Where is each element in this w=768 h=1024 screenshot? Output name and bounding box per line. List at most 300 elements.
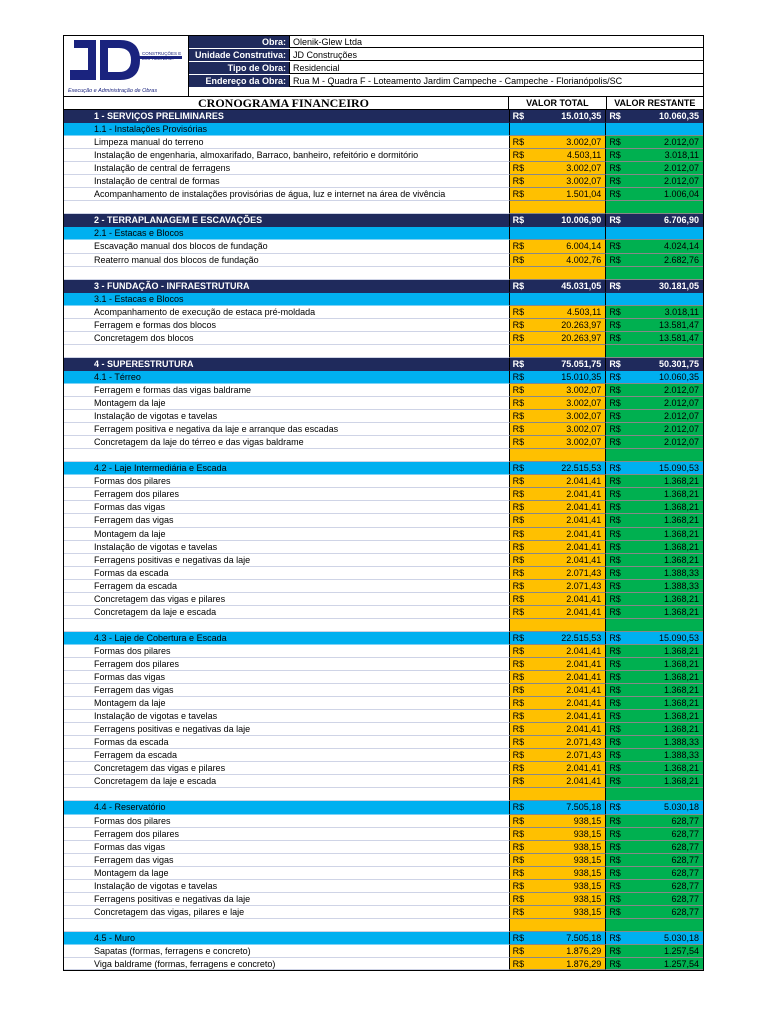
valor-total-cell <box>510 136 607 149</box>
valor-total-cell <box>510 175 607 188</box>
valor-total: 2.041,41 <box>566 645 602 656</box>
currency-symbol: R$ <box>512 489 525 500</box>
valor-restante-cell <box>606 762 703 775</box>
table-row <box>63 514 704 527</box>
valor-restante-cell <box>606 893 703 906</box>
currency-symbol: R$ <box>609 828 621 839</box>
currency-symbol: R$ <box>609 150 621 161</box>
row-description <box>64 267 510 280</box>
valor-total: 2.041,41 <box>566 658 602 669</box>
valor-total-cell <box>510 358 607 371</box>
row-description: Montagem da laje <box>64 397 510 410</box>
valor-restante-cell <box>606 475 703 488</box>
table-row <box>63 541 704 554</box>
valor-total-cell <box>510 240 607 253</box>
valor-total-cell <box>510 736 607 749</box>
currency-symbol: R$ <box>512 828 525 839</box>
valor-total-cell <box>510 528 607 541</box>
valor-restante: 1.368,21 <box>663 763 700 774</box>
currency-symbol: R$ <box>609 932 621 943</box>
table-row <box>63 488 704 501</box>
table-row <box>63 528 704 541</box>
valor-restante-cell <box>606 110 703 123</box>
row-description: Ferragem e formas das vigas baldrame <box>64 384 510 397</box>
currency-symbol: R$ <box>609 319 621 330</box>
table-row <box>63 723 704 736</box>
currency-symbol: R$ <box>609 685 621 696</box>
currency-symbol: R$ <box>512 215 525 226</box>
valor-total: 938,15 <box>573 880 602 891</box>
currency-symbol: R$ <box>609 698 621 709</box>
valor-restante: 1.368,21 <box>663 724 700 735</box>
table-row <box>63 867 704 880</box>
valor-total: 15.010,35 <box>561 111 602 121</box>
valor-total-cell <box>510 462 607 475</box>
valor-restante: 1.368,21 <box>663 476 700 487</box>
valor-total-cell <box>510 371 607 384</box>
valor-total-cell <box>510 345 607 358</box>
valor-total: 3.002,07 <box>566 163 602 174</box>
valor-total: 1.876,29 <box>566 946 602 956</box>
row-description: 4 - SUPERESTRUTURA <box>64 358 510 371</box>
valor-total: 2.041,41 <box>566 685 602 696</box>
valor-restante: 628,77 <box>671 906 700 917</box>
currency-symbol: R$ <box>512 319 525 330</box>
valor-restante-cell <box>606 358 703 371</box>
subsection-row <box>63 123 704 136</box>
currency-symbol: R$ <box>609 437 621 448</box>
table-row <box>63 423 704 436</box>
valor-restante-cell <box>606 619 703 632</box>
valor-restante: 6.706,90 <box>663 215 700 226</box>
valor-total-cell <box>510 501 607 514</box>
valor-restante-cell <box>606 749 703 762</box>
spacer-row <box>63 267 704 280</box>
currency-symbol: R$ <box>512 854 525 865</box>
valor-total: 2.071,43 <box>566 580 602 591</box>
valor-total: 1.501,04 <box>566 189 602 200</box>
currency-symbol: R$ <box>512 567 525 578</box>
currency-symbol: R$ <box>609 358 621 369</box>
currency-symbol: R$ <box>512 906 525 917</box>
valor-total-cell <box>510 606 607 619</box>
currency-symbol: R$ <box>609 502 621 513</box>
valor-total-cell <box>510 828 607 841</box>
valor-restante: 2.682,76 <box>663 254 700 265</box>
subsection-row <box>63 462 704 475</box>
section-row <box>63 280 704 293</box>
valor-restante: 2.012,07 <box>663 398 700 409</box>
currency-symbol: R$ <box>609 463 621 474</box>
valor-total: 3.002,07 <box>566 398 602 409</box>
currency-symbol: R$ <box>512 698 525 709</box>
table-row <box>63 945 704 958</box>
row-description: 2 - TERRAPLANAGEM E ESCAVAÇÕES <box>64 214 510 227</box>
valor-total: 45.031,05 <box>561 280 602 291</box>
info-value: Rua M - Quadra F - Loteamento Jardim Campeche - Campeche - Florianópolis/SC <box>290 75 703 87</box>
valor-restante: 10.060,35 <box>658 111 700 121</box>
row-description: Instalação de vigotas e tavelas <box>64 710 510 723</box>
valor-restante: 1.368,21 <box>663 528 700 539</box>
spacer-row <box>63 788 704 801</box>
valor-restante-cell <box>606 214 703 227</box>
valor-total: 2.041,41 <box>566 724 602 735</box>
valor-total: 938,15 <box>573 854 602 865</box>
valor-total: 2.041,41 <box>566 672 602 683</box>
table-row <box>63 240 704 253</box>
valor-total: 2.041,41 <box>566 776 602 787</box>
valor-restante: 628,77 <box>671 828 700 839</box>
valor-total: 20.263,97 <box>561 332 602 343</box>
row-description: Ferragem das vigas <box>64 684 510 697</box>
valor-restante-cell <box>606 541 703 554</box>
valor-restante: 30.181,05 <box>658 280 700 291</box>
valor-total-cell <box>510 267 607 280</box>
valor-total: 1.876,29 <box>566 959 602 970</box>
logo-company-name: CONSTRUÇÕES E EMPREENDIM. <box>142 51 182 61</box>
row-description <box>64 345 510 358</box>
currency-symbol: R$ <box>609 672 621 683</box>
valor-restante-cell <box>606 123 703 136</box>
table-row <box>63 815 704 828</box>
row-description: 4.4 - Reservatório <box>64 801 510 814</box>
valor-total: 938,15 <box>573 893 602 904</box>
project-info <box>189 36 703 96</box>
valor-restante: 1.368,21 <box>663 515 700 526</box>
table-row <box>63 397 704 410</box>
valor-total-cell <box>510 893 607 906</box>
valor-restante: 50.301,75 <box>658 358 700 369</box>
row-description: Concretagem da laje do térreo e das vigas baldrame <box>64 436 510 449</box>
currency-symbol: R$ <box>609 306 621 317</box>
row-description: Instalação de vigotas e tavelas <box>64 541 510 554</box>
valor-restante-cell <box>606 162 703 175</box>
valor-restante: 1.368,21 <box>663 489 700 500</box>
valor-total-cell <box>510 919 607 932</box>
currency-symbol: R$ <box>609 645 621 656</box>
table-row <box>63 749 704 762</box>
project-header <box>63 35 704 97</box>
currency-symbol: R$ <box>512 176 525 187</box>
table-row <box>63 332 704 345</box>
currency-symbol: R$ <box>512 137 525 148</box>
currency-symbol: R$ <box>512 802 525 813</box>
valor-restante-cell <box>606 645 703 658</box>
table-row <box>63 658 704 671</box>
table-row <box>63 671 704 684</box>
valor-restante-cell <box>606 436 703 449</box>
valor-restante-cell <box>606 906 703 919</box>
row-description: Ferragem das vigas <box>64 514 510 527</box>
valor-total-cell <box>510 397 607 410</box>
currency-symbol: R$ <box>609 906 621 917</box>
table-row <box>63 580 704 593</box>
row-description: Ferragem dos pilares <box>64 658 510 671</box>
currency-symbol: R$ <box>609 593 621 604</box>
valor-restante-cell <box>606 410 703 423</box>
currency-symbol: R$ <box>609 867 621 878</box>
table-row <box>63 775 704 788</box>
valor-total-cell <box>510 214 607 227</box>
currency-symbol: R$ <box>609 841 621 852</box>
info-row-unidade <box>189 49 703 62</box>
valor-restante-cell <box>606 710 703 723</box>
row-description: Ferragens positivas e negativas da laje <box>64 554 510 567</box>
valor-restante: 2.012,07 <box>663 176 700 187</box>
table-row <box>63 645 704 658</box>
valor-total: 938,15 <box>573 815 602 826</box>
valor-restante: 15.090,53 <box>658 463 700 474</box>
valor-total-cell <box>510 319 607 332</box>
valor-restante: 2.012,07 <box>663 137 700 148</box>
valor-total-cell <box>510 854 607 867</box>
currency-symbol: R$ <box>512 672 525 683</box>
valor-total-cell <box>510 162 607 175</box>
row-description: Formas das vigas <box>64 501 510 514</box>
table-row <box>63 384 704 397</box>
currency-symbol: R$ <box>609 476 621 487</box>
valor-restante-cell <box>606 945 703 958</box>
row-description <box>64 919 510 932</box>
row-description: Ferragem dos pilares <box>64 828 510 841</box>
row-description: Sapatas (formas, ferragens e concreto) <box>64 945 510 958</box>
currency-symbol: R$ <box>609 384 621 395</box>
currency-symbol: R$ <box>512 398 525 409</box>
valor-total-cell <box>510 710 607 723</box>
row-description: 3.1 - Estacas e Blocos <box>64 293 510 306</box>
valor-total: 2.041,41 <box>566 515 602 526</box>
valor-restante-cell <box>606 801 703 814</box>
info-value: Residencial <box>290 62 703 74</box>
valor-restante-cell <box>606 175 703 188</box>
valor-total-cell <box>510 801 607 814</box>
valor-restante-cell <box>606 841 703 854</box>
valor-restante-cell <box>606 306 703 319</box>
subsection-row <box>63 932 704 945</box>
row-description: Acompanhamento de execução de estaca pré-moldada <box>64 306 510 319</box>
valor-total: 2.041,41 <box>566 711 602 722</box>
table-row <box>63 828 704 841</box>
valor-total: 22.515,53 <box>561 632 602 643</box>
valor-total: 3.002,07 <box>566 384 602 395</box>
table-row <box>63 188 704 201</box>
valor-total: 10.006,90 <box>561 215 602 226</box>
spacer-row <box>63 919 704 932</box>
valor-total-cell <box>510 554 607 567</box>
valor-restante: 1.368,21 <box>663 502 700 513</box>
currency-symbol: R$ <box>512 893 525 904</box>
valor-restante: 1.257,54 <box>663 959 700 970</box>
title-row <box>63 97 704 110</box>
currency-symbol: R$ <box>512 437 525 448</box>
valor-restante-cell <box>606 319 703 332</box>
currency-symbol: R$ <box>512 932 525 943</box>
valor-total: 2.041,41 <box>566 606 602 617</box>
valor-total: 938,15 <box>573 906 602 917</box>
currency-symbol: R$ <box>609 802 621 813</box>
currency-symbol: R$ <box>609 567 621 578</box>
row-description: Ferragem positiva e negativa da laje e arranque das escadas <box>64 423 510 436</box>
valor-restante: 3.018,11 <box>664 306 700 317</box>
valor-total-cell <box>510 619 607 632</box>
section-row <box>63 214 704 227</box>
row-description: Concretagem das vigas e pilares <box>64 762 510 775</box>
row-description: 2.1 - Estacas e Blocos <box>64 227 510 240</box>
valor-restante-cell <box>606 462 703 475</box>
row-description: 1.1 - Instalações Provisórias <box>64 123 510 136</box>
valor-total: 2.041,41 <box>566 763 602 774</box>
valor-restante-cell <box>606 371 703 384</box>
valor-restante: 15.090,53 <box>658 632 700 643</box>
valor-total-cell <box>510 749 607 762</box>
valor-restante: 1.257,54 <box>663 946 700 956</box>
table-row <box>63 319 704 332</box>
currency-symbol: R$ <box>512 541 525 552</box>
row-description: Instalação de vigotas e tavelas <box>64 880 510 893</box>
valor-restante: 628,77 <box>671 880 700 891</box>
row-description: Formas dos pilares <box>64 475 510 488</box>
currency-symbol: R$ <box>512 150 525 161</box>
row-description: Ferragem e formas dos blocos <box>64 319 510 332</box>
currency-symbol: R$ <box>512 515 525 526</box>
valor-restante: 2.012,07 <box>663 411 700 422</box>
valor-total: 4.002,76 <box>566 254 602 265</box>
currency-symbol: R$ <box>512 502 525 513</box>
valor-restante-cell <box>606 593 703 606</box>
valor-total: 938,15 <box>573 867 602 878</box>
valor-total: 4.503,11 <box>566 306 602 317</box>
valor-total-cell <box>510 488 607 501</box>
spacer-row <box>63 619 704 632</box>
valor-total: 2.071,43 <box>566 750 602 761</box>
valor-total-cell <box>510 384 607 397</box>
valor-restante: 1.368,21 <box>663 606 700 617</box>
currency-symbol: R$ <box>512 411 525 422</box>
valor-restante-cell <box>606 254 703 267</box>
currency-symbol: R$ <box>512 254 525 265</box>
valor-total-cell <box>510 762 607 775</box>
row-description <box>64 201 510 214</box>
valor-total: 2.041,41 <box>566 554 602 565</box>
valor-total-cell <box>510 723 607 736</box>
valor-restante-cell <box>606 136 703 149</box>
currency-symbol: R$ <box>512 946 525 956</box>
valor-restante-cell <box>606 788 703 801</box>
row-description: 1 - SERVIÇOS PRELIMINARES <box>64 110 510 123</box>
table-row <box>63 567 704 580</box>
table-row <box>63 606 704 619</box>
currency-symbol: R$ <box>512 776 525 787</box>
valor-restante: 13.581,47 <box>658 332 700 343</box>
currency-symbol: R$ <box>609 424 621 435</box>
info-row-endereco <box>189 75 703 87</box>
valor-restante-cell <box>606 880 703 893</box>
valor-restante-cell <box>606 332 703 345</box>
table-row <box>63 149 704 162</box>
valor-restante-cell <box>606 671 703 684</box>
valor-restante: 1.388,33 <box>663 580 700 591</box>
valor-restante: 1.388,33 <box>663 737 700 748</box>
currency-symbol: R$ <box>609 541 621 552</box>
table-row <box>63 906 704 919</box>
currency-symbol: R$ <box>609 580 621 591</box>
currency-symbol: R$ <box>609 515 621 526</box>
row-description: 4.1 - Térreo <box>64 371 510 384</box>
currency-symbol: R$ <box>609 737 621 748</box>
currency-symbol: R$ <box>512 606 525 617</box>
currency-symbol: R$ <box>512 685 525 696</box>
jd-logo-icon <box>64 36 188 96</box>
currency-symbol: R$ <box>512 332 525 343</box>
currency-symbol: R$ <box>609 959 621 970</box>
currency-symbol: R$ <box>609 724 621 735</box>
valor-total-cell <box>510 293 607 306</box>
currency-symbol: R$ <box>512 880 525 891</box>
valor-restante: 5.030,18 <box>663 932 700 943</box>
schedule-rows <box>63 110 704 971</box>
valor-restante-cell <box>606 567 703 580</box>
table-row <box>63 841 704 854</box>
valor-restante: 628,77 <box>671 815 700 826</box>
valor-restante: 2.012,07 <box>663 424 700 435</box>
valor-total-cell <box>510 188 607 201</box>
valor-restante-cell <box>606 632 703 645</box>
valor-total-cell <box>510 880 607 893</box>
row-description: Concretagem das vigas, pilares e laje <box>64 906 510 919</box>
currency-symbol: R$ <box>609 776 621 787</box>
currency-symbol: R$ <box>609 371 621 382</box>
currency-symbol: R$ <box>512 111 525 121</box>
row-description: Concretagem dos blocos <box>64 332 510 345</box>
valor-total-cell <box>510 958 607 970</box>
valor-total-cell <box>510 775 607 788</box>
valor-total: 2.041,41 <box>566 541 602 552</box>
valor-total-cell <box>510 514 607 527</box>
valor-restante: 1.368,21 <box>663 698 700 709</box>
valor-total: 3.002,07 <box>566 437 602 448</box>
row-description: Ferragens positivas e negativas da laje <box>64 723 510 736</box>
currency-symbol: R$ <box>512 554 525 565</box>
row-description: Formas das vigas <box>64 671 510 684</box>
valor-restante-cell <box>606 188 703 201</box>
valor-total: 7.505,18 <box>566 932 602 943</box>
valor-restante: 1.368,21 <box>663 645 700 656</box>
valor-total-cell <box>510 436 607 449</box>
info-value: JD Construções <box>290 49 703 61</box>
valor-total-cell <box>510 841 607 854</box>
row-description: Montagem da laje <box>64 528 510 541</box>
table-row <box>63 254 704 267</box>
row-description: Ferragem das vigas <box>64 854 510 867</box>
table-row <box>63 854 704 867</box>
table-row <box>63 684 704 697</box>
valor-restante: 1.006,04 <box>663 189 700 200</box>
info-label: Endereço da Obra: <box>189 75 290 87</box>
currency-symbol: R$ <box>512 358 525 369</box>
valor-restante-cell <box>606 658 703 671</box>
valor-total: 2.071,43 <box>566 737 602 748</box>
valor-restante-cell <box>606 528 703 541</box>
valor-total: 75.051,75 <box>561 358 602 369</box>
valor-total-cell <box>510 280 607 293</box>
valor-restante: 628,77 <box>671 841 700 852</box>
row-description <box>64 619 510 632</box>
currency-symbol: R$ <box>512 424 525 435</box>
row-description: Montagem da lage <box>64 867 510 880</box>
valor-restante-cell <box>606 854 703 867</box>
currency-symbol: R$ <box>609 632 621 643</box>
currency-symbol: R$ <box>609 189 621 200</box>
